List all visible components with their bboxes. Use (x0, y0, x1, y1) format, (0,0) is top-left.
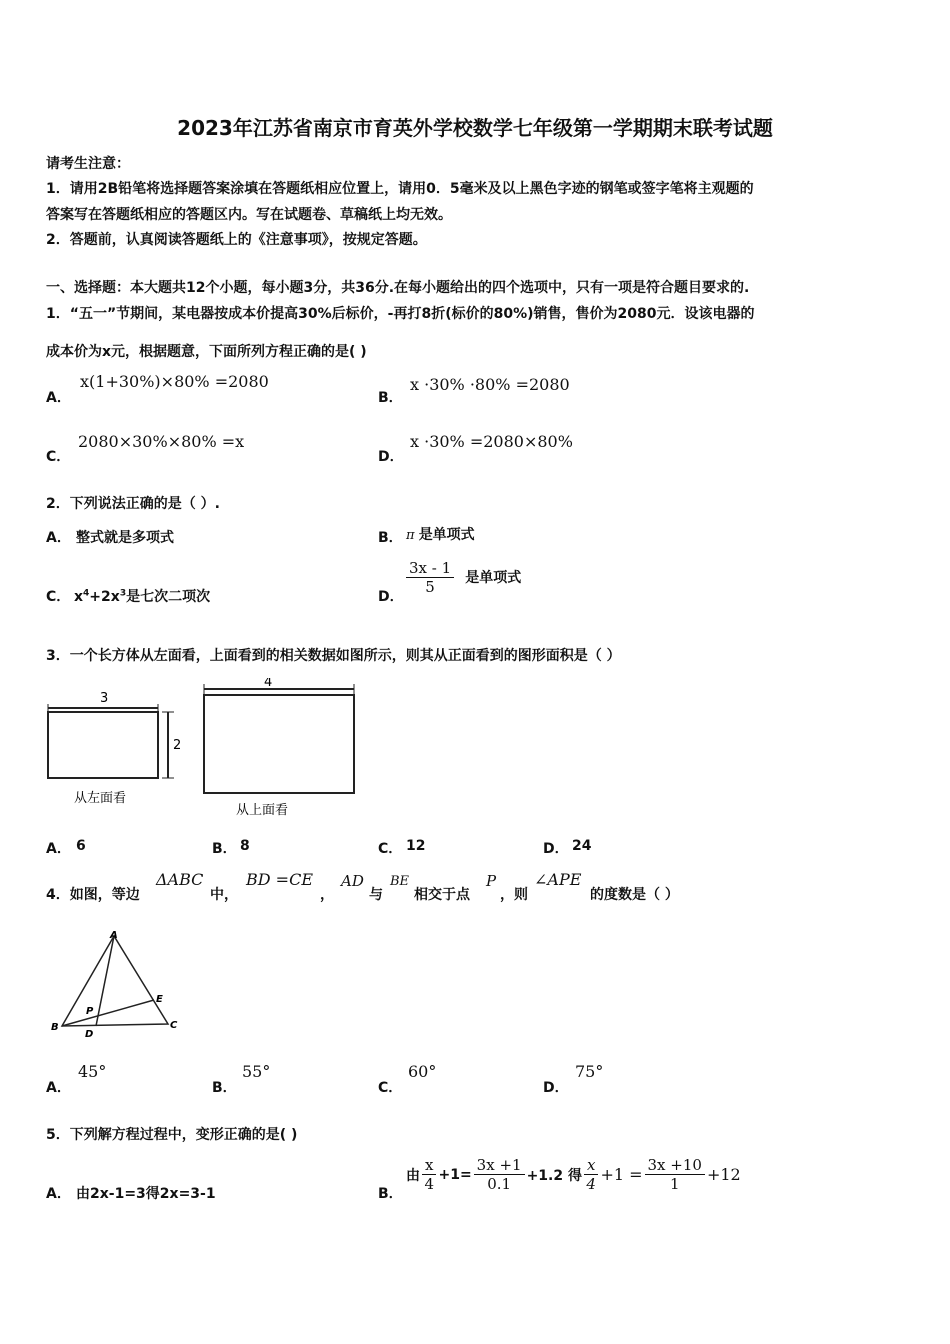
q4-stem-4: 与 (369, 887, 383, 903)
q5-b-plus1: +1= (438, 1166, 472, 1183)
q2-option-c-label: C． (46, 589, 71, 605)
q5-f4-den: 1 (669, 1175, 680, 1193)
q2-c-mid: +2x (89, 589, 120, 605)
label-e: E (156, 994, 163, 1005)
label-p: P (86, 1006, 94, 1017)
q2-c-exp2: 3 (119, 588, 127, 599)
q2-option-b[interactable] (406, 524, 475, 544)
label-c: C (170, 1020, 178, 1031)
q2-option-a[interactable]: 整式就是多项式 (76, 530, 174, 546)
q4-stem-1: 4．如图，等边 (46, 887, 140, 903)
q2-option-b-text: 是单项式 (418, 527, 475, 543)
q2-c-tail: 是七次二项次 (126, 589, 211, 605)
left-height-label: 2 (173, 738, 182, 753)
q3-figure (40, 678, 370, 818)
q4-angle-ape: ∠APE (534, 870, 582, 889)
q1-option-c[interactable]: 2080×30%×80% =x (78, 432, 245, 451)
q5-b-prefix: 由 (406, 1167, 420, 1184)
q5-b-frac-2 (474, 1156, 525, 1193)
q4-option-d[interactable]: 75° (575, 1062, 604, 1081)
q1-option-a[interactable]: x(1+30%)×80% =2080 (80, 372, 269, 391)
q5-option-a-label: A． (46, 1186, 71, 1202)
q5-b-frac-1 (422, 1156, 436, 1193)
q3-option-b-label: B． (212, 841, 237, 857)
q5-f4-num: 3x +10 (645, 1156, 705, 1175)
q4-option-d-label: D． (543, 1080, 569, 1096)
q4-stem-3: ， (320, 887, 334, 903)
q2-d-denominator: 5 (425, 578, 435, 596)
triangle-abc (62, 936, 168, 1026)
q4-option-b[interactable]: 55° (242, 1062, 271, 1081)
q1-option-d[interactable]: x ·30% =2080×80% (410, 432, 573, 451)
pi-symbol: π (406, 528, 415, 543)
q1-option-b[interactable]: x ·30% ·80% =2080 (410, 375, 570, 394)
q5-stem: 5．下列解方程过程中，变形正确的是( ) (46, 1127, 298, 1143)
q5-b-plus12: +1.2 得 (526, 1167, 582, 1184)
notice-line-2: 2．答题前，认真阅读答题纸上的《注意事项》，按规定答题。 (46, 232, 427, 248)
notice-line-1b: 答案写在答题纸相应的答题区内。写在试题卷、草稿纸上均无效。 (46, 207, 452, 223)
q5-f1-num: x (422, 1156, 436, 1175)
q5-f1-den: 4 (424, 1175, 434, 1193)
q4-option-a[interactable]: 45° (78, 1062, 107, 1081)
q5-b-plus1b: +1 = (600, 1165, 643, 1184)
q5-option-a[interactable]: 由2x-1=3得2x=3-1 (76, 1186, 216, 1202)
q3-option-a[interactable]: 6 (76, 838, 86, 854)
q3-option-a-label: A． (46, 841, 71, 857)
q2-option-d[interactable] (406, 559, 521, 596)
q5-b-frac-4 (645, 1156, 705, 1193)
top-view-caption: 从上面看 (236, 803, 289, 818)
q2-option-b-label: B． (378, 530, 403, 546)
q5-f3-num: x (584, 1156, 598, 1175)
q5-f2-den: 0.1 (487, 1175, 512, 1193)
q2-c-exp1: 4 (83, 588, 90, 599)
q2-d-fraction (406, 559, 454, 596)
q1-option-b-label: B． (378, 390, 403, 406)
q1-stem-a: 1．“五一”节期间，某电器按成本价提高30%后标价，-再打8折(标价的80%)销售，售价为2080元．设该电器的 (46, 306, 755, 322)
left-width-label: 3 (100, 691, 109, 706)
top-width-label: 4 (264, 678, 273, 690)
q3-stem: 3．一个长方体从左面看，上面看到的相关数据如图所示，则其从正面看到的图形面积是（ ） (46, 648, 621, 664)
q2-stem: 2．下列说法正确的是（ ）. (46, 496, 220, 512)
q4-stem-2: 中， (210, 887, 238, 903)
q4-figure (44, 924, 184, 1042)
q4-option-c[interactable]: 60° (408, 1062, 437, 1081)
page-title: 2023年江苏省南京市育英外学校数学七年级第一学期期末联考试题 (177, 116, 773, 140)
q3-option-c[interactable]: 12 (406, 838, 426, 854)
q1-stem-b: 成本价为x元，根据题意，下面所列方程正确的是( ) (46, 344, 367, 360)
left-view-rect (48, 712, 158, 778)
q2-option-a-label: A． (46, 530, 71, 546)
q4-stem-6: ，则 (500, 887, 528, 903)
q2-option-d-text: 是单项式 (465, 570, 522, 586)
q5-f2-num: 3x +1 (474, 1156, 525, 1175)
q2-option-d-label: D． (378, 589, 404, 605)
segment-be (62, 1000, 154, 1026)
q3-option-d[interactable]: 24 (572, 838, 592, 854)
q5-option-b[interactable] (406, 1156, 741, 1193)
left-view-caption: 从左面看 (74, 791, 127, 806)
label-b: B (51, 1022, 59, 1033)
q2-c-base: x (74, 589, 84, 605)
q5-b-frac-3 (584, 1156, 598, 1193)
q4-option-b-label: B． (212, 1080, 237, 1096)
label-d: D (85, 1029, 94, 1040)
q2-option-c[interactable] (74, 586, 210, 606)
section-heading: 一、选择题：本大题共12个小题，每小题3分，共36分.在每小题给出的四个选项中，只有一项是符合题目要求的. (46, 280, 750, 296)
notice-line-1a: 1．请用2B铅笔将选择题答案涂填在答题纸相应位置上，请用0．5毫米及以上黑色字迹的钢笔或签字笔将主观题的 (46, 181, 754, 197)
q4-triangle: ΔABC (156, 870, 204, 889)
label-a: A (110, 930, 118, 941)
q1-option-c-label: C． (46, 449, 71, 465)
q4-ad: AD (341, 872, 364, 890)
q2-d-numerator: 3x - 1 (406, 559, 454, 578)
q4-bd-ce: BD =CE (246, 870, 313, 889)
q4-be: BE (390, 874, 410, 889)
q3-option-b[interactable]: 8 (240, 838, 250, 854)
q1-option-d-label: D． (378, 449, 404, 465)
q4-option-a-label: A． (46, 1080, 71, 1096)
q4-stem-7: 的度数是（ ） (590, 887, 679, 903)
q4-option-c-label: C． (378, 1080, 403, 1096)
notice-heading: 请考生注意： (46, 156, 130, 172)
top-view-rect (204, 695, 354, 793)
q3-option-c-label: C． (378, 841, 403, 857)
q5-b-plus12b: +12 (706, 1165, 741, 1184)
q3-option-d-label: D． (543, 841, 569, 857)
q4-stem-5: 相交于点 (414, 887, 470, 903)
q1-option-a-label: A． (46, 390, 71, 406)
q4-point-p: P (486, 872, 497, 890)
q5-f3-den: 4 (586, 1175, 596, 1193)
q5-option-b-label: B． (378, 1186, 403, 1202)
